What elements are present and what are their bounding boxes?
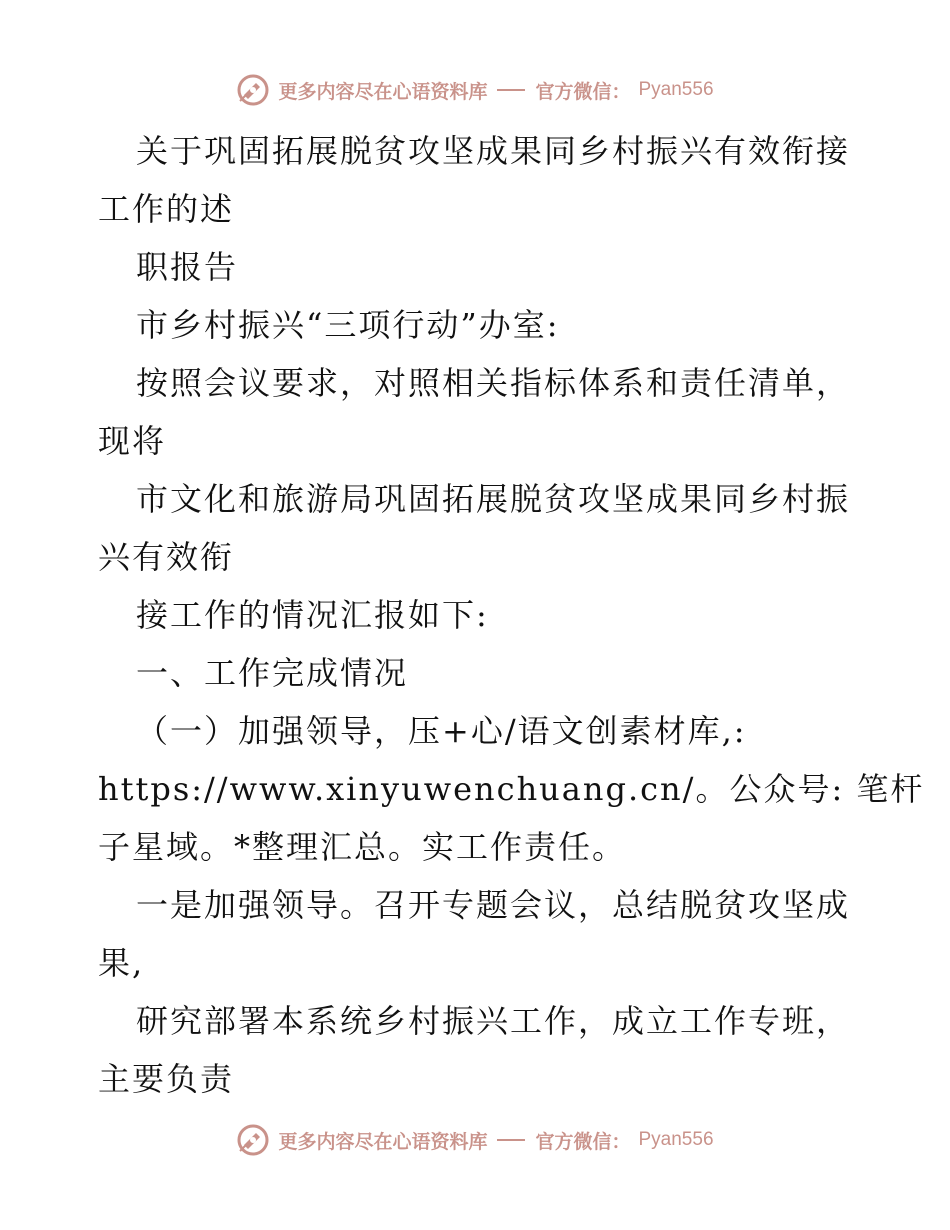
body-line: 市乡村振兴“三项行动”办室: <box>136 306 560 344</box>
body-line: 一、工作完成情况 <box>136 654 409 692</box>
footer-banner-wechat: 官方微信： <box>535 1130 631 1153</box>
body-line: 接工作的情况汇报如下: <box>136 596 489 634</box>
header-watermark-banner <box>0 70 950 110</box>
body-line: 子星域。*整理汇总。实工作责任。 <box>98 828 627 866</box>
body-line: （一）加强领导，压+心/语文创素材库,: <box>136 712 747 750</box>
body-line: 工作的述 <box>98 190 235 228</box>
body-line: 关于巩固拓展脱贫攻坚成果同乡村振兴有效衔接 <box>136 132 851 170</box>
body-line: 按照会议要求，对照相关指标体系和责任清单， <box>136 364 851 402</box>
body-line: 职报告 <box>136 248 239 286</box>
body-line: https://www.xinyuwenchuang.cn/。公众号: 笔杆 <box>98 770 925 808</box>
body-line: 兴有效衔 <box>98 538 235 576</box>
pen-nib-logo-icon <box>236 1123 270 1157</box>
footer-banner-text: 更多内容尽在心语资料库 <box>278 1130 488 1153</box>
body-line: 果, <box>98 944 145 982</box>
body-line: 研究部署本系统乡村振兴工作，成立工作专班， <box>136 1002 851 1040</box>
footer-watermark-banner <box>0 1120 950 1160</box>
footer-banner-id: Pyan556 <box>638 1129 714 1150</box>
body-line: 一是加强领导。召开专题会议，总结脱贫攻坚成 <box>136 886 851 924</box>
header-banner-text: 更多内容尽在心语资料库 <box>278 80 488 103</box>
header-banner-wechat: 官方微信： <box>535 80 631 103</box>
body-line: 市文化和旅游局巩固拓展脱贫攻坚成果同乡村振 <box>136 480 851 518</box>
pen-nib-logo-icon <box>236 73 270 107</box>
header-banner-id: Pyan556 <box>638 79 714 100</box>
header-banner-dash <box>497 89 525 91</box>
body-line: 现将 <box>98 422 167 460</box>
report-body <box>98 122 925 1108</box>
footer-banner-dash <box>497 1139 525 1141</box>
body-line: 主要负责 <box>98 1060 235 1098</box>
